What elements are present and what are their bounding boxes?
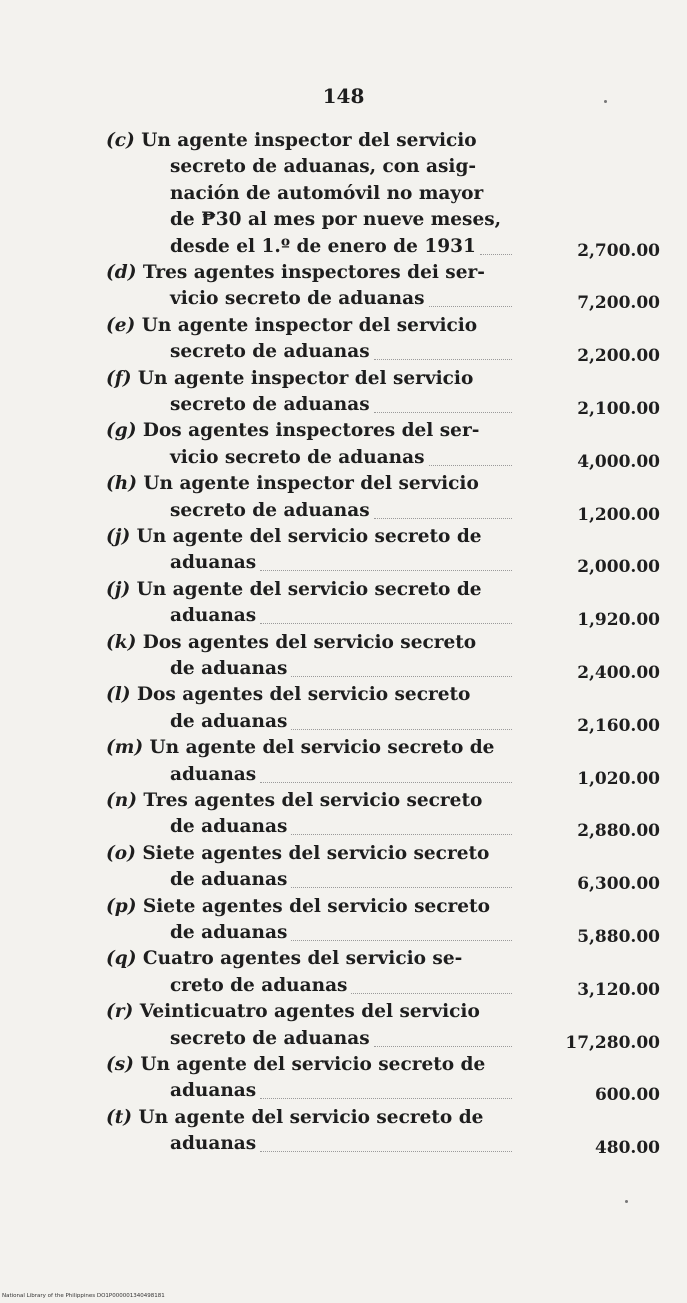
dot-leader	[260, 623, 512, 624]
item-description-line: secreto de aduanas, con asig-	[170, 156, 477, 178]
item-description-line: secreto de aduanas	[170, 393, 370, 415]
item-amount: 480.00	[594, 1138, 660, 1159]
dot-leader	[480, 254, 512, 255]
item-letter: (h)	[106, 473, 137, 495]
item-amount: 2,100.00	[577, 398, 660, 419]
item-description-line: Cuatro agentes del servicio se-	[142, 948, 463, 970]
item-description-line: de aduanas	[170, 657, 288, 679]
item-amount: 5,880.00	[577, 926, 660, 947]
item-description-line: nación de automóvil no mayor	[170, 182, 484, 204]
dot-leader	[291, 887, 512, 888]
item-letter: (c)	[106, 130, 135, 151]
item-description-line: Tres agentes inspectores dei ser-	[142, 262, 485, 283]
item-description-line: Un agente del servicio secreto de	[136, 578, 482, 600]
item-amount: 2,700.00	[577, 240, 660, 261]
item-description-line: Un agente del servicio secreto de	[149, 737, 495, 759]
item-letter: (o)	[106, 842, 136, 864]
item-description-line: de ₱30 al mes por nueve meses,	[170, 209, 502, 231]
dot-leader	[374, 518, 512, 519]
item-description-line: aduanas	[170, 1080, 257, 1102]
item-amount: 6,300.00	[577, 874, 660, 895]
item-description-line: Siete agentes del servicio secreto	[142, 842, 490, 864]
item-letter: (s)	[106, 1054, 134, 1075]
item-first-line	[106, 128, 477, 154]
dot-leader	[351, 993, 512, 994]
item-first-line	[106, 999, 480, 1025]
item-amount: 2,400.00	[577, 662, 660, 683]
item-first-line	[106, 735, 494, 761]
item-first-line	[106, 471, 479, 497]
item-letter: (j)	[106, 578, 131, 600]
dot-leader	[429, 465, 512, 466]
item-amount: 2,880.00	[577, 821, 660, 842]
item-first-line	[106, 682, 470, 708]
item-amount: 17,280.00	[565, 1032, 660, 1053]
item-first-line	[106, 946, 462, 972]
item-first-line	[106, 788, 482, 814]
dot-leader	[429, 306, 512, 307]
item-amount: 2,000.00	[577, 557, 660, 578]
item-description-line: Un agente inspector del servicio	[137, 367, 474, 389]
item-first-line	[106, 366, 473, 392]
item-letter: (t)	[106, 1106, 133, 1128]
item-first-line	[106, 260, 485, 286]
item-letter: (l)	[106, 684, 131, 706]
item-letter: (m)	[106, 737, 144, 759]
item-amount: 2,160.00	[577, 715, 660, 736]
item-description-line: aduanas	[170, 552, 257, 574]
item-description-line: Un agente inspector del servicio	[143, 473, 479, 495]
item-first-line	[106, 313, 477, 339]
item-description-line: de aduanas	[170, 869, 288, 891]
item-description-line: aduanas	[170, 763, 257, 785]
item-description-line: Un agente del servicio secreto de	[138, 1106, 484, 1128]
item-description-line: creto de aduanas	[170, 974, 348, 996]
item-letter: (k)	[106, 631, 137, 653]
item-amount: 600.00	[594, 1085, 660, 1106]
item-description-line: aduanas	[170, 605, 257, 627]
item-amount: 4,000.00	[577, 451, 660, 472]
item-description-line: de aduanas	[170, 710, 288, 732]
item-first-line	[106, 630, 476, 656]
item-first-line	[106, 1105, 483, 1131]
dot-leader	[260, 1151, 512, 1152]
item-description-line: aduanas	[170, 1133, 257, 1155]
item-description-line: de aduanas	[170, 921, 288, 943]
item-letter: (n)	[106, 790, 137, 811]
item-description-line: Dos agentes del servicio secreto	[142, 631, 477, 653]
dot-leader	[260, 1098, 512, 1099]
item-description-line: Un agente inspector del servicio	[141, 130, 477, 151]
item-description-line: de aduanas	[170, 816, 288, 838]
item-amount: 1,200.00	[577, 504, 660, 525]
item-first-line	[106, 577, 482, 603]
item-description-line: desde el 1.º de enero de 1931	[170, 235, 476, 257]
dot-leader	[291, 676, 512, 677]
item-description-line: Dos agentes del servicio secreto	[137, 684, 471, 706]
paper-speck	[604, 100, 607, 103]
item-letter: (e)	[106, 314, 136, 336]
item-description-line: Veinticuatro agentes del servicio	[139, 1001, 480, 1023]
item-amount: 2,200.00	[577, 346, 660, 367]
page-number: 148	[322, 84, 365, 108]
item-description-line: vicio secreto de aduanas	[170, 288, 425, 310]
item-description-line: Dos agentes inspectores del ser-	[142, 420, 480, 442]
item-description-line: secreto de aduanas	[170, 1027, 370, 1049]
item-letter: (f)	[106, 367, 132, 389]
dot-leader	[374, 1046, 512, 1047]
dot-leader	[374, 412, 512, 413]
item-first-line	[106, 894, 490, 920]
item-letter: (r)	[106, 1001, 134, 1023]
item-description-line: Siete agentes del servicio secreto	[142, 895, 490, 917]
item-first-line	[106, 418, 479, 444]
item-description-line: Tres agentes del servicio secreto	[143, 790, 483, 811]
item-amount: 3,120.00	[577, 979, 660, 1000]
dot-leader	[374, 359, 512, 360]
paper-speck	[625, 1200, 628, 1203]
item-description-line: secreto de aduanas	[170, 499, 370, 521]
item-description-line: Un agente del servicio secreto de	[136, 526, 482, 547]
item-description-line: vicio secreto de aduanas	[170, 446, 425, 468]
item-first-line	[106, 524, 482, 550]
dot-leader	[291, 940, 512, 941]
dot-leader	[291, 834, 512, 835]
item-letter: (j)	[106, 526, 131, 547]
item-description-line: secreto de aduanas	[170, 341, 370, 363]
item-amount: 1,920.00	[577, 610, 660, 631]
item-first-line	[106, 841, 489, 867]
item-first-line	[106, 1052, 485, 1078]
item-amount: 1,020.00	[577, 768, 660, 789]
dot-leader	[291, 729, 512, 730]
dot-leader	[260, 782, 512, 783]
footer-watermark: National Library of the Philippines DO1P000001340498181	[2, 1293, 165, 1299]
dot-leader	[260, 570, 512, 571]
item-description-line: Un agente inspector del servicio	[141, 314, 478, 336]
item-letter: (p)	[106, 895, 137, 917]
item-letter: (g)	[106, 420, 137, 442]
item-letter: (d)	[106, 262, 137, 283]
item-amount: 7,200.00	[577, 293, 660, 314]
item-description-line: Un agente del servicio secreto de	[140, 1054, 486, 1075]
item-letter: (q)	[106, 948, 137, 970]
